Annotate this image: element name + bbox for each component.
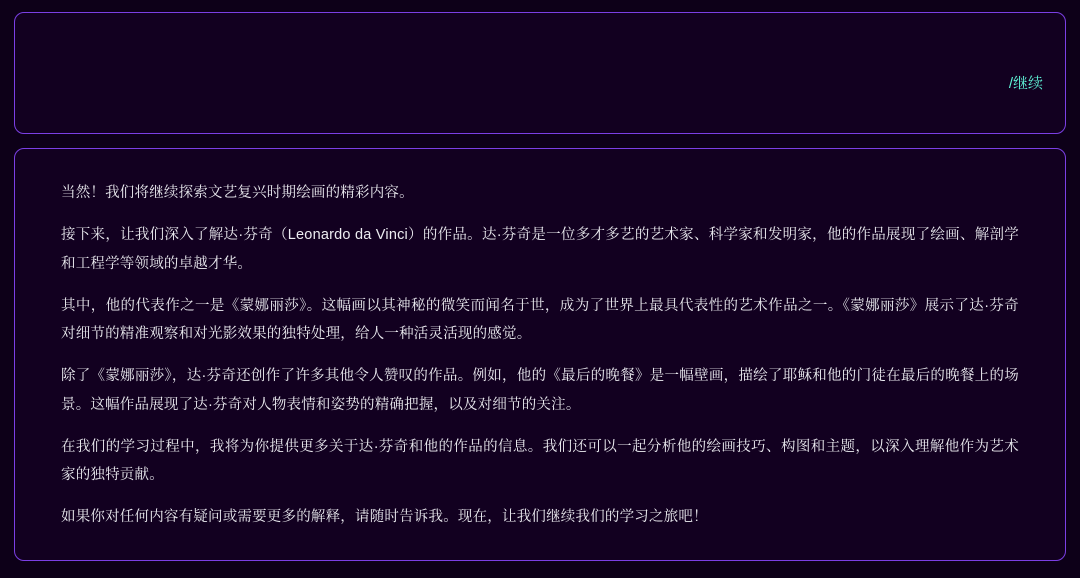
- assistant-paragraph: 其中，他的代表作之一是《蒙娜丽莎》。这幅画以其神秘的微笑而闻名于世，成为了世界上最具代表性的艺术作品之一。《蒙娜丽莎》展示了达·芬奇对细节的精准观察和对光影效果的独特处理，给人一种活灵活现的感觉。: [61, 297, 1019, 343]
- assistant-paragraph: 如果你对任何内容有疑问或需要更多的解释，请随时告诉我。现在，让我们继续我们的学习之旅吧！: [61, 509, 708, 526]
- assistant-paragraph: 在我们的学习过程中，我将为你提供更多关于达·芬奇和他的作品的信息。我们还可以一起分析他的绘画技巧、构图和主题，以深入理解他作为艺术家的独特贡献。: [61, 438, 1019, 484]
- user-message-text: /继续: [1008, 75, 1043, 92]
- assistant-paragraph: 接下来，让我们深入了解达·芬奇（Leonardo da Vinci）的作品。达·芬奇是一位多才多艺的艺术家、科学家和发明家，他的作品展现了绘画、解剖学和工程学等领域的卓越才华。: [61, 227, 1019, 272]
- assistant-message-card: [14, 148, 1066, 561]
- assistant-message-body: [61, 179, 1019, 532]
- user-message-card: [14, 12, 1066, 134]
- assistant-paragraph: 当然！我们将继续探索文艺复兴时期绘画的精彩内容。: [61, 185, 414, 201]
- assistant-paragraph: 除了《蒙娜丽莎》，达·芬奇还创作了许多其他令人赞叹的作品。例如，他的《最后的晚餐》是一幅壁画，描绘了耶稣和他的门徒在最后的晚餐上的场景。这幅作品展现了达·芬奇对人物表情和姿势的精确把握，以及对细节的关注。: [61, 368, 1019, 413]
